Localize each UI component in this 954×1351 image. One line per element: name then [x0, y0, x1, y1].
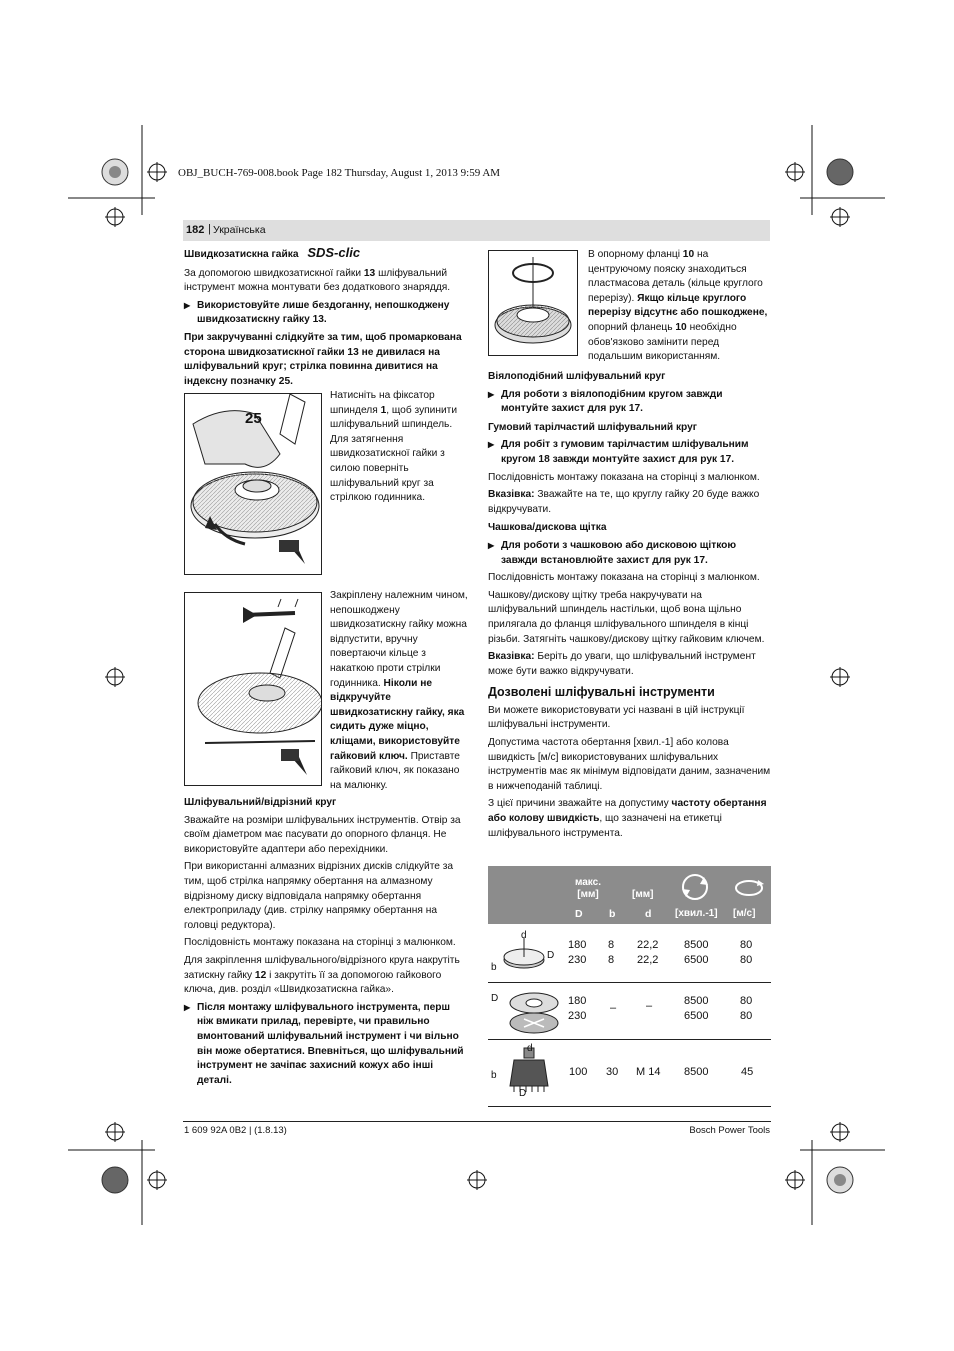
row3-label-d: d — [527, 1043, 533, 1054]
header-separator: | — [208, 223, 211, 235]
allowed-p1: Ви можете використовувати усі названі в цій інструкції шліфувальні інструменти. — [488, 704, 745, 731]
allowed-p2: Допустима частота обертання [хвил.-1] або колова швидкість [м/с] використовуваних шліфувальних інструментів має як мінімум відповідати даним, зазначеним в нижчеподаній таблиці. — [488, 737, 771, 792]
brush-bullet: ▶ Для роботи з чашковою або дисковою щіткою завжди встановлюйте захист для рук 17. — [488, 539, 771, 568]
footer-rule — [183, 1121, 771, 1122]
index-mark-label: 25 — [245, 410, 262, 427]
row3-label-b: b — [491, 1070, 497, 1081]
footer-brand: Bosch Power Tools — [689, 1125, 770, 1136]
row2-label-D: D — [491, 993, 499, 1004]
th-d: d — [645, 908, 652, 920]
peripheral-speed-icon — [732, 876, 766, 900]
th-mm: [мм] — [632, 889, 654, 900]
cutting-disc-icon — [502, 985, 568, 1037]
th-D: D — [575, 908, 583, 920]
th-ms: [м/с] — [733, 908, 756, 919]
flange-illustration — [489, 251, 577, 355]
grinding-disc-icon — [490, 928, 550, 980]
th-rpm: [хвил.-1] — [675, 908, 718, 919]
table-header — [488, 866, 771, 924]
release-illustration — [185, 593, 321, 785]
grinding-p3: Послідовність монтажу показана на сторінці з малюнком. — [184, 937, 456, 949]
allowed-tools-heading: Дозволені шліфувальні інструменти — [488, 685, 715, 700]
row3-label-D: D — [519, 1088, 527, 1099]
sds-clic-logo: SDS-clic — [307, 245, 361, 260]
rubber-disc-p1: Послідовність монтажу показана на сторінці з малюнком. — [488, 471, 760, 483]
table-row: d b D 100 30 M 14 8500 45 — [488, 1040, 771, 1107]
brush-heading: Чашкова/дискова щітка — [488, 522, 607, 534]
rotation-speed-icon — [678, 871, 712, 903]
page-number: 182 — [186, 224, 205, 236]
rubber-disc-note: Вказівка: Зважайте на те, що круглу гайку 20 буде важко відкручувати. — [488, 489, 760, 515]
th-max-mm: макс. [мм] — [574, 877, 602, 900]
grinding-disc-heading: Шліфувальний/відрізний круг — [184, 797, 337, 808]
left-column-top — [184, 246, 466, 392]
th-b: b — [609, 908, 616, 920]
header-language: Українська — [213, 224, 266, 236]
row1-label-d: d — [521, 930, 527, 941]
cup-brush-icon — [508, 1046, 558, 1098]
figure-flange-oring — [488, 250, 578, 356]
bullet-check-mounting: ▶ Після монтажу шліфувального інструмента, перш ніж вмикати прилад, перевірте, чи правильно вмонтований шліфувальний інструмент і чи вільно він може обертатися. Впевніться, що шліфувальний інструмент не зачіпає захисний кожух або інші деталі. — [184, 1001, 466, 1089]
flange-caption: В опорному фланці 10 на центруючому пояску знаходиться пластмасова деталь (кільце круглого перерізу). Якщо кільце круглого перерізу відсутнє або пошкоджене, опорний фланець 10 необхідно обов'язково замінити перед подальшим використанням. — [588, 249, 768, 363]
footer-doc-number: 1 609 92A 0B2 | (1.8.13) — [184, 1125, 287, 1136]
sds-heading: Швидкозатискна гайка — [184, 249, 299, 260]
table-row: d b D 180 230 8 8 22,2 22,2 8500 6500 80 80 — [488, 924, 771, 983]
grinding-p1: Зважайте на розміри шліфувальних інструментів. Отвір за своїм діаметром має пасувати до опорного фланця. Не використовуйте адаптери або перехідники. — [184, 814, 461, 855]
grinding-p4: Для закріплення шліфувального/відрізного круга накрутіть затискну гайку 12 і закрутіть її за допомогою гайкового ключа, див. розділ «Швидкозатискна гайка». — [184, 954, 460, 996]
tightening-warning: При закручуванні слідкуйте за тим, щоб промаркована сторона швидкозатискної гайки 13 не дивилася на шліфувальний круг; стрілка повинна дивитися на індексну позначку 25. — [184, 331, 462, 387]
brush-note: Вказівка: Беріть до уваги, що шліфувальний інструмент може бути важко відкручувати. — [488, 651, 756, 677]
table-row: D 180 230 – – 8500 6500 80 80 — [488, 983, 771, 1040]
grinding-p2: При використанні алмазних відрізних дисків слідкуйте за тим, щоб стрілка напрямку обертання на алмазному відрізному диску відповідала напрямку обертання електроприладу (див. стрілку напрямку обертання на головці редуктора). — [184, 861, 454, 931]
fan-disc-heading: Віялоподібний шліфувальний круг — [488, 371, 666, 382]
figure2-caption: Закріплену належним чином, непошкоджену швидкозатискну гайку можна відпустити, вручну повертаючи кільце з накаткою проти стрілки годинника. Ніколи не відкручуйте швидкозатискну гайку, яка сидить дуже міцно, кліщами, використовуйте гайковий ключ. Приставте гайковий ключ, як показано на малюнку. — [330, 590, 468, 791]
sds-paragraph: За допомогою швидкозатискної гайки 13 шліфувальний інструмент можна монтувати без додаткового знаряддя. — [184, 267, 451, 294]
rubber-disc-heading: Гумовий тарілчастий шліфувальний круг — [488, 421, 698, 433]
page-header — [183, 220, 770, 241]
book-slug: OBJ_BUCH-769-008.book Page 182 Thursday, August 1, 2013 9:59 AM — [178, 167, 501, 179]
rubber-disc-bullet: ▶ Для робіт з гумовим тарілчастим шліфувальним кругом 18 завжди монтуйте захист для рук 17. — [488, 438, 771, 467]
row1-label-D: D — [547, 950, 555, 961]
figure-release-nut — [184, 592, 322, 786]
allowed-p3: З цієї причини зважайте на допустиму частоту обертання або колову швидкість, що зазначені на етикетці шліфувального інструмента. — [488, 798, 767, 839]
figure1-caption: Натисніть на фіксатор шпинделя 1, щоб зупинити шліфувальний шпиндель. Для затягнення швидкозатискної гайки з силою поверніть шліфувальний круг за стрілкою годинника. — [330, 390, 458, 504]
fan-disc-bullet: ▶ Для роботи з віялоподібним кругом завжди монтуйте захист для рук 17. — [488, 388, 771, 417]
right-column — [488, 370, 771, 844]
left-column-bottom — [184, 796, 466, 1091]
brush-p2: Чашкову/дискову щітку треба накручувати на шліфувальний шпиндель настільки, щоб вона щільно прилягала до фланця шліфувального шпинделя в кінці різьби. Затягніть чашкову/дискову щітку гайковим ключем. — [488, 589, 765, 645]
bullet-use-nut: ▶ Використовуйте лише бездоганну, непошкоджену швидкозатискну гайку 13. — [184, 299, 466, 328]
row1-label-b: b — [491, 962, 497, 973]
figure-tighten-nut — [184, 393, 322, 575]
brush-p1: Послідовність монтажу показана на сторінці з малюнком. — [488, 572, 760, 584]
